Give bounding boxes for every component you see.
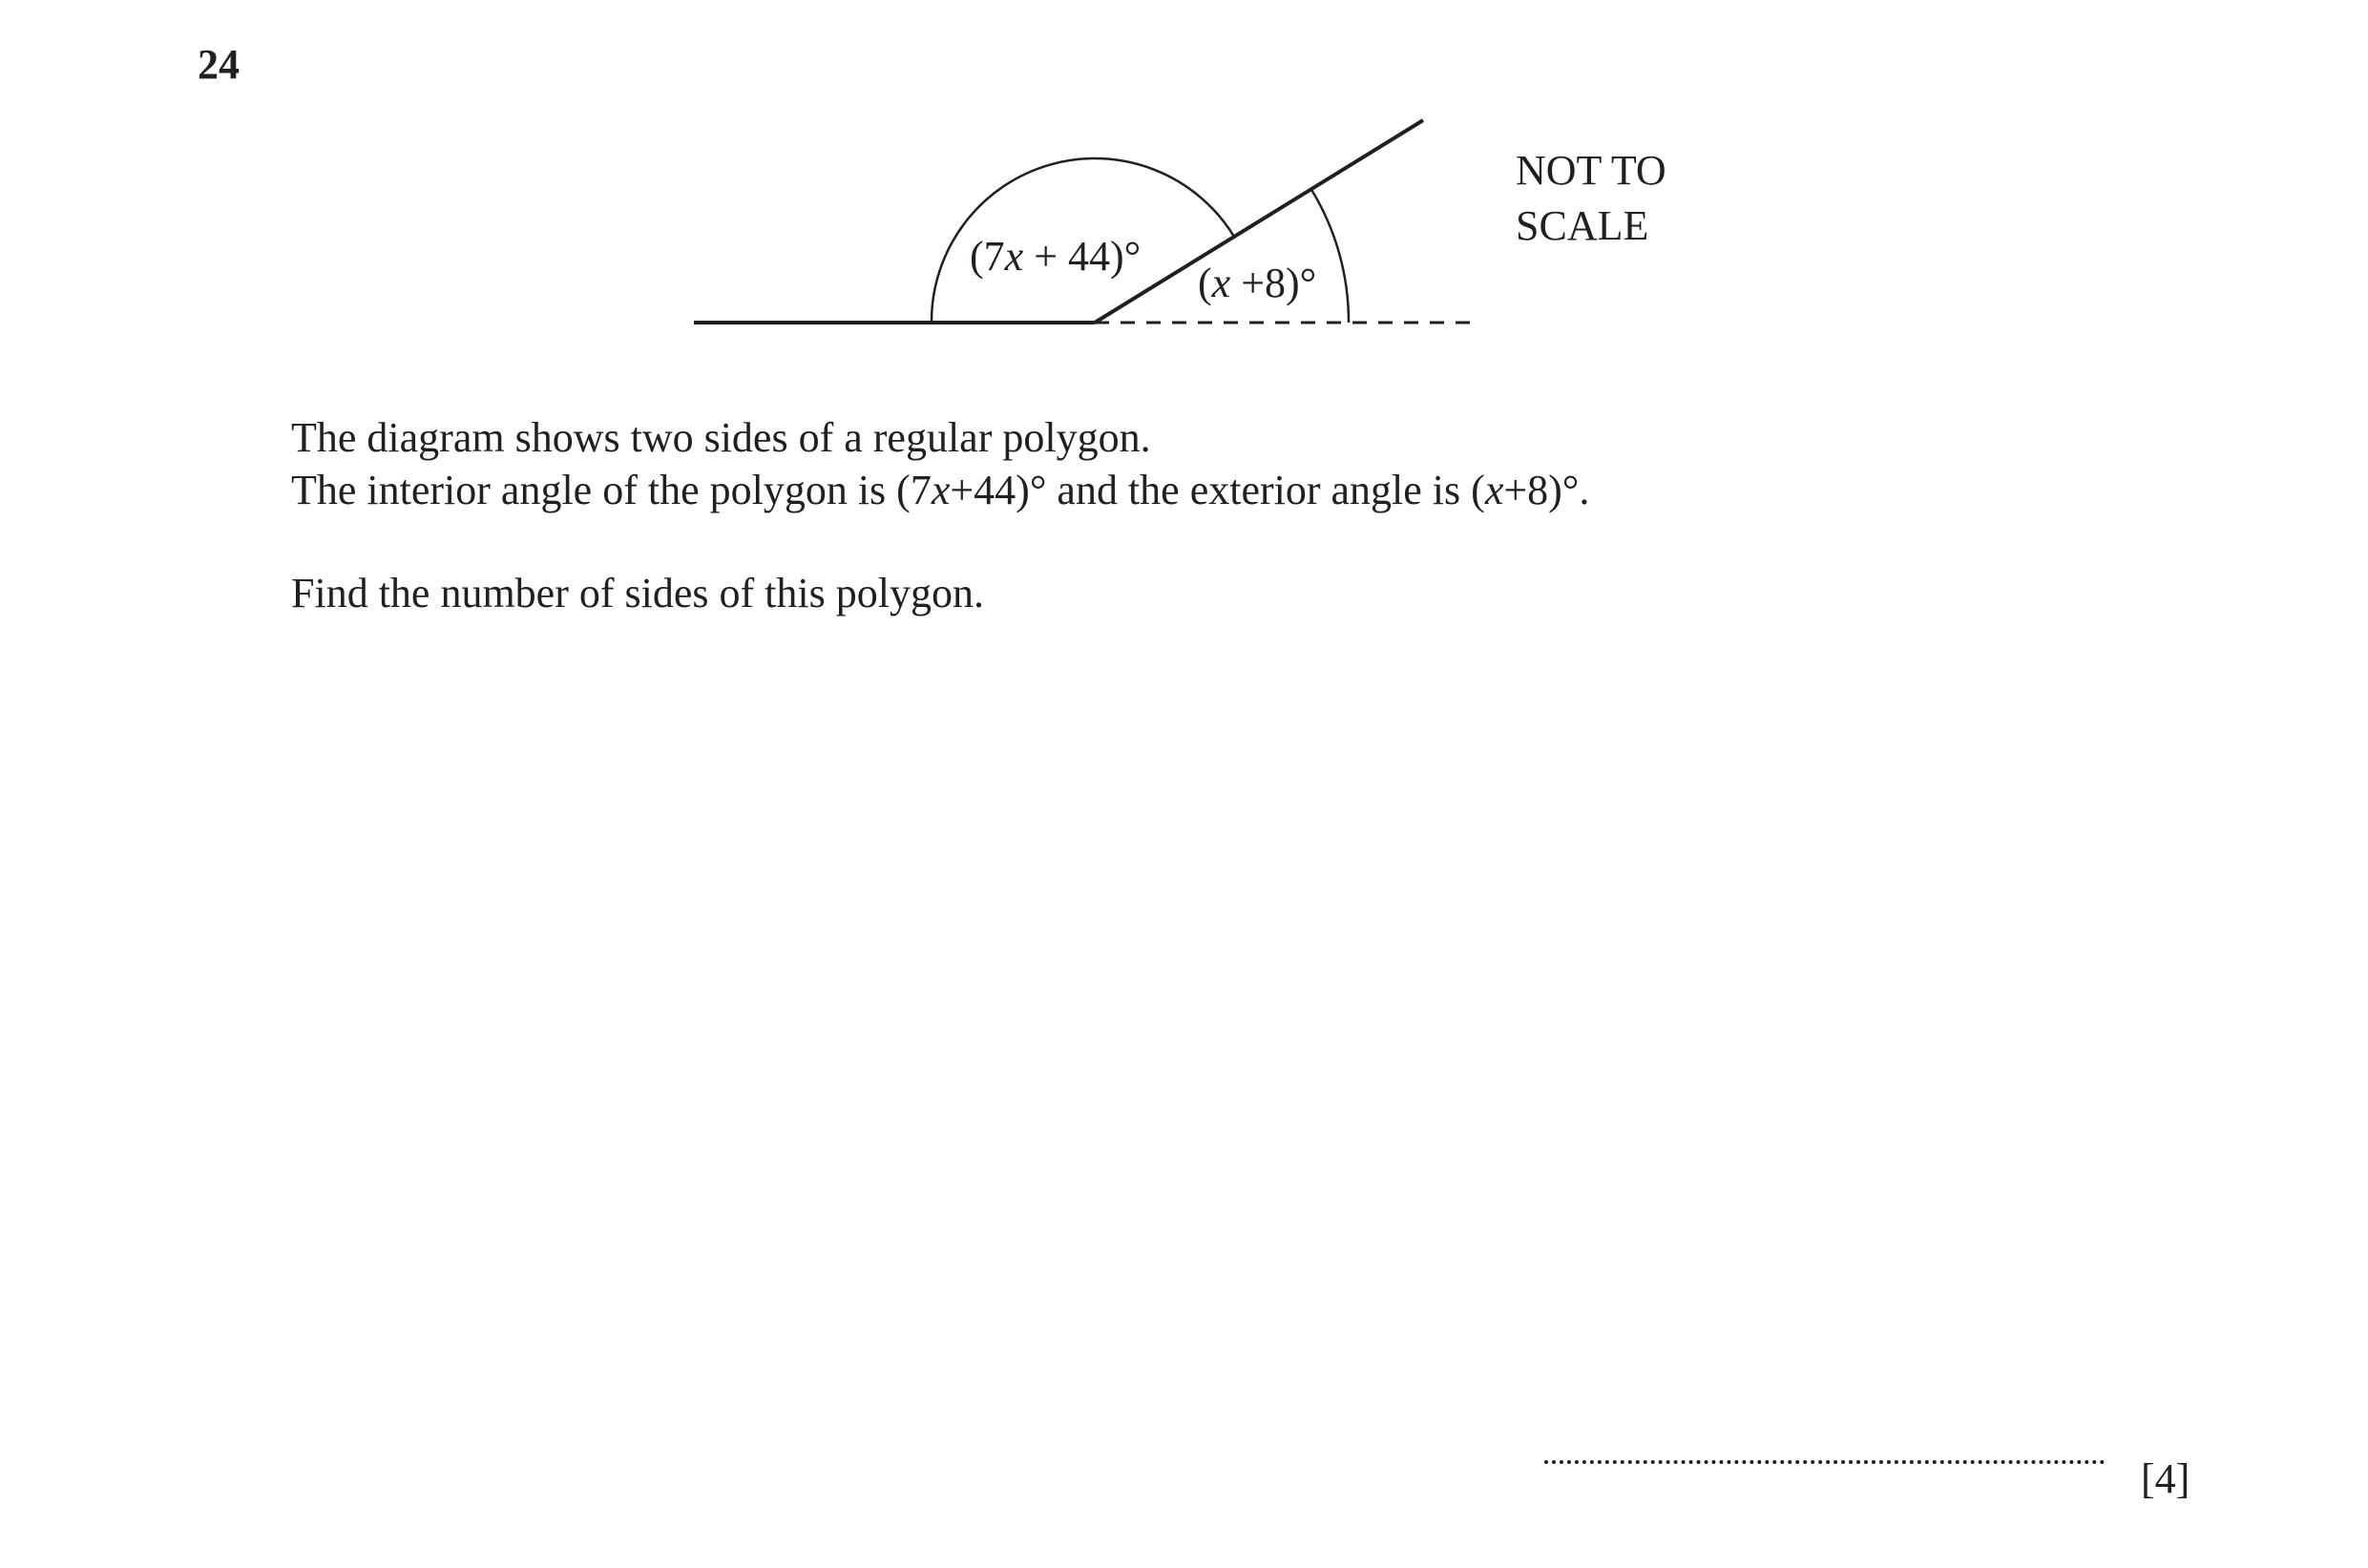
answer-line[interactable] [1544,1460,2105,1464]
question-number: 24 [198,41,240,88]
line2-part-e: +8)°. [1503,467,1590,513]
question-instruction: Find the number of sides of this polygon. [291,570,984,617]
line2-var-x2: x [1484,467,1504,513]
not-to-scale-note [1516,143,1666,254]
not-to-scale-line2: SCALE [1516,202,1649,249]
line2-part-a: The interior angle of the polygon is (7 [291,467,932,513]
interior-angle-label: (7x + 44)° [970,233,1142,280]
exterior-angle-label: (x +8)° [1198,260,1317,306]
line2-var-x1: x [931,467,951,513]
marks-label: [4] [2141,1455,2190,1502]
question-text-line2 [291,467,1590,513]
line2-part-c: +44)° and the exterior angle is ( [950,467,1485,513]
question-text-line1: The diagram shows two sides of a regular polygon. [291,414,1151,461]
not-to-scale-line1: NOT TO [1516,147,1666,194]
